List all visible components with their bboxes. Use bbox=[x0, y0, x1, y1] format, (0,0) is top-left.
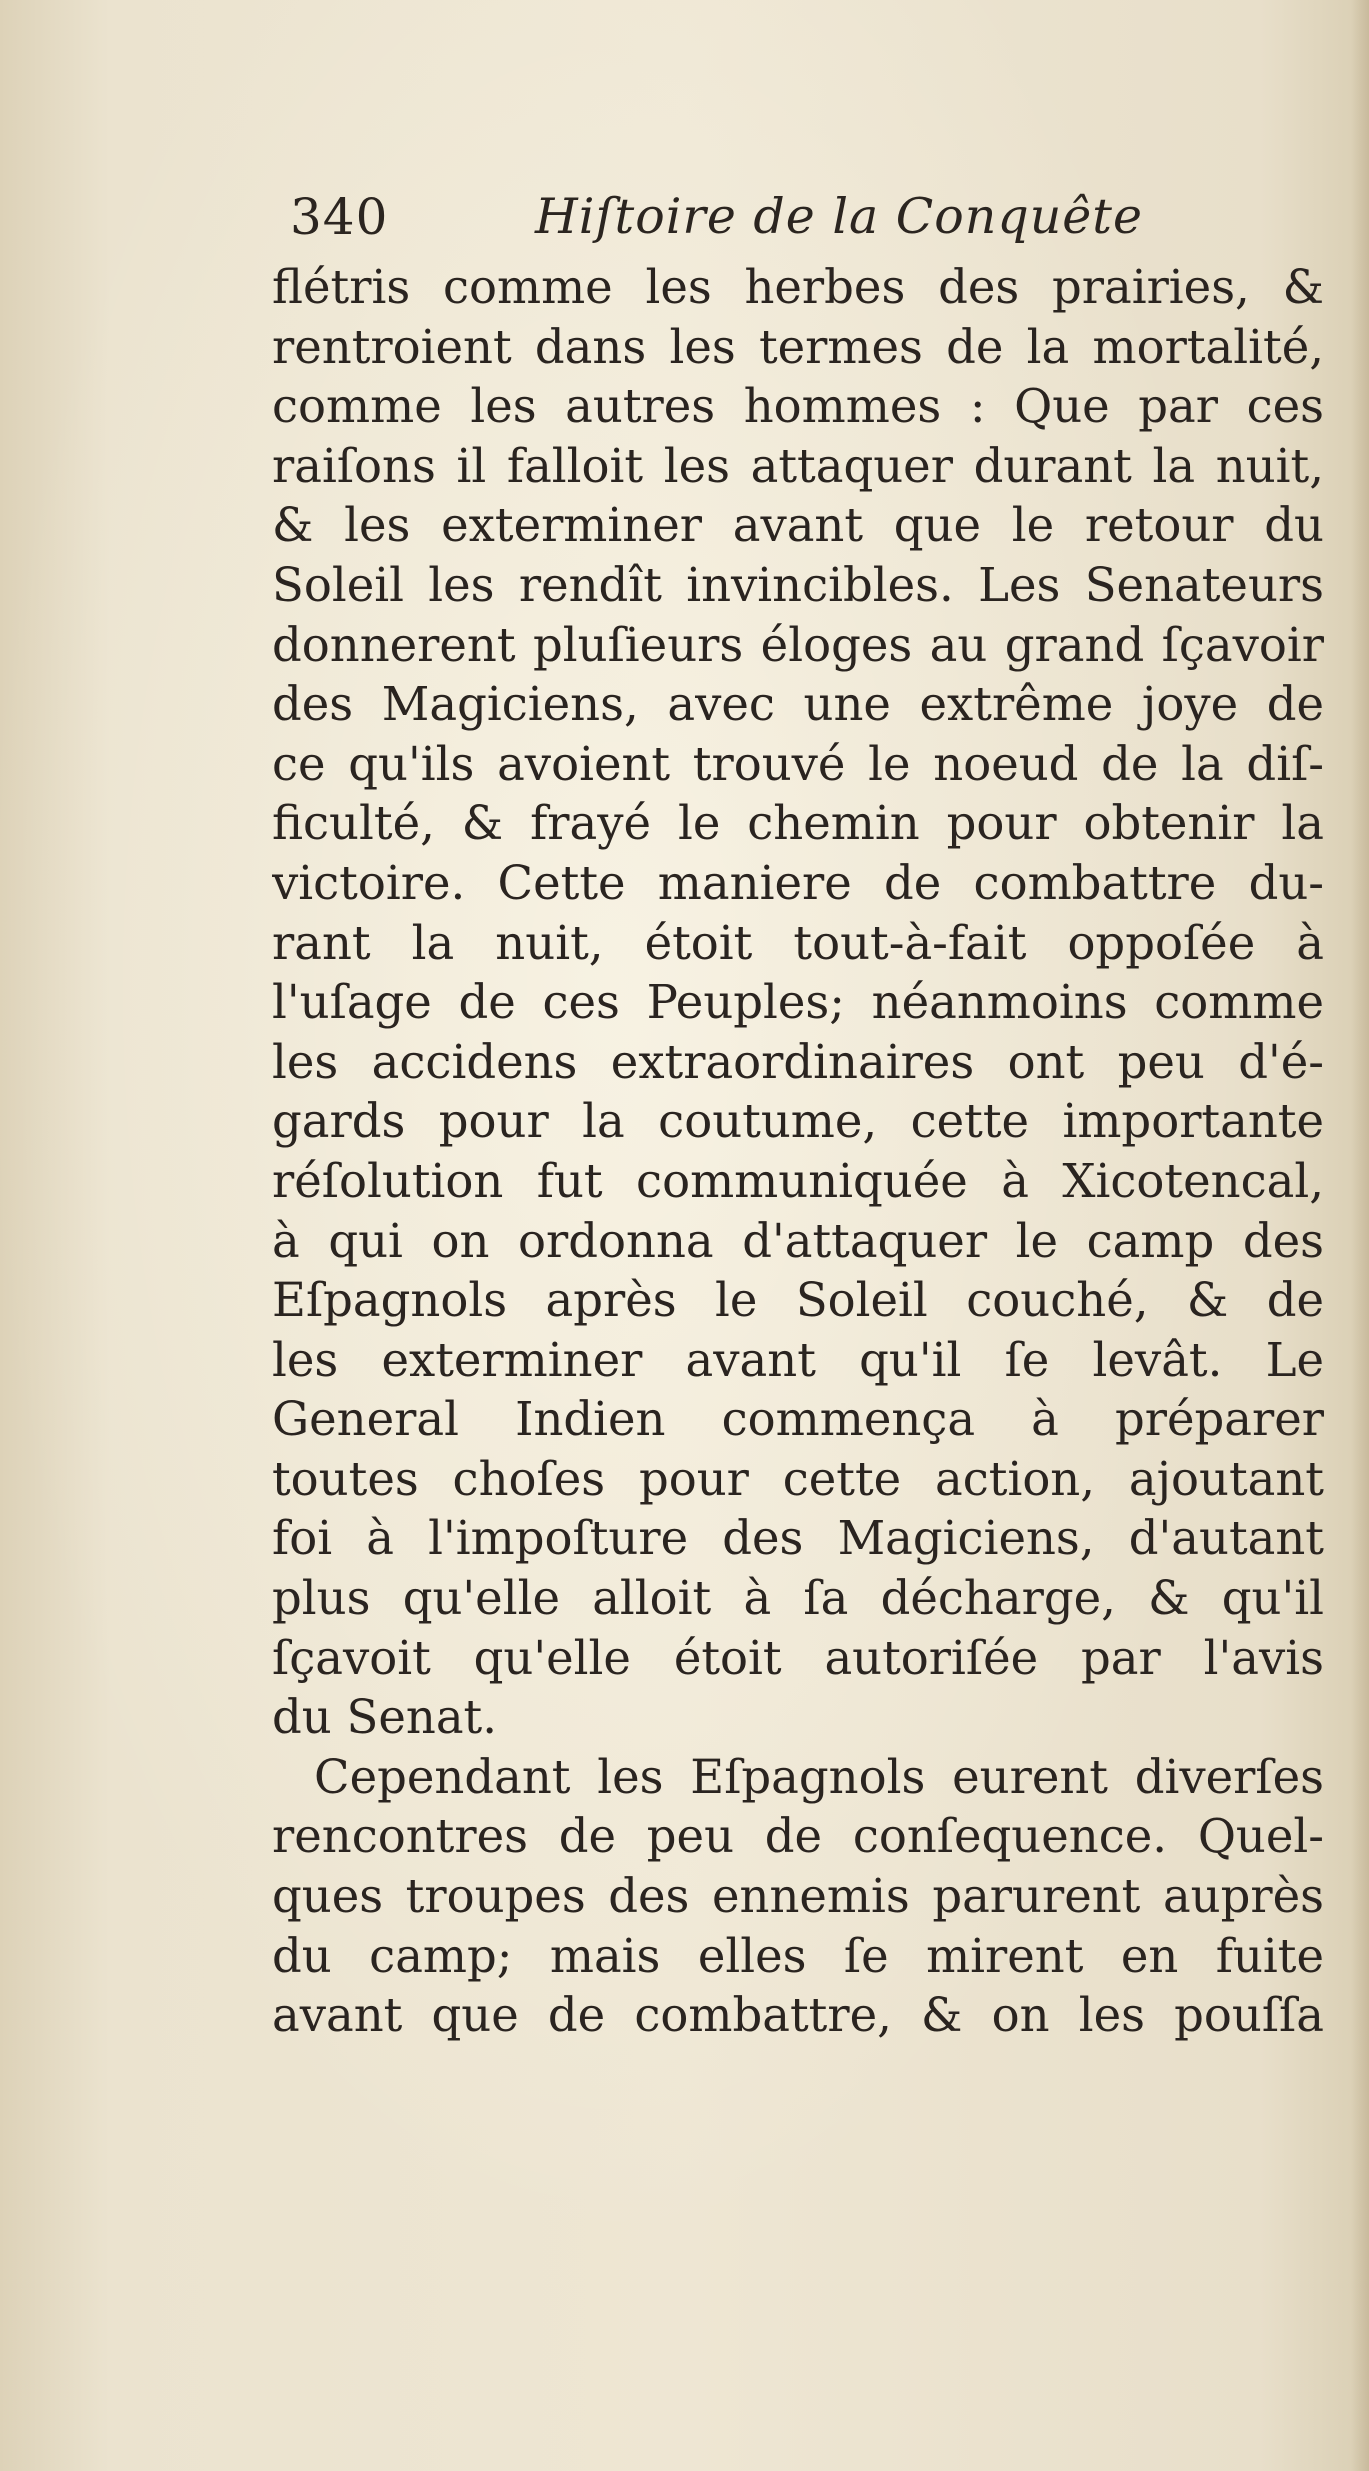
text-line: victoire. Cette maniere de combattre du- bbox=[272, 855, 1324, 910]
body-text bbox=[272, 258, 1324, 2046]
text-line: réſolution fut communiquée à Xicotencal, bbox=[272, 1153, 1324, 1208]
text-line: Eſpagnols après le Soleil couché, & de bbox=[272, 1273, 1324, 1328]
text-line: donnerent pluſieurs éloges au grand ſçavoir bbox=[272, 617, 1324, 672]
text-line-paragraph-end: du Senat. bbox=[272, 1690, 498, 1745]
text-line: foi à l'impoſture des Magiciens, d'autant bbox=[272, 1511, 1324, 1566]
text-line: du camp; mais elles ſe mirent en fuite bbox=[272, 1928, 1324, 1983]
text-line: avant que de combattre, & on les pouſſa bbox=[272, 1988, 1324, 2043]
text-line: ficulté, & frayé le chemin pour obtenir la bbox=[272, 796, 1324, 851]
page-edge-shadow bbox=[1351, 0, 1369, 2471]
text-line: toutes choſes pour cette action, ajoutant bbox=[272, 1451, 1324, 1506]
text-line: gards pour la coutume, cette importante bbox=[272, 1094, 1324, 1149]
text-line: comme les autres hommes : Que par ces bbox=[272, 379, 1324, 434]
text-line: & les exterminer avant que le retour du bbox=[272, 498, 1324, 553]
text-line: l'uſage de ces Peuples; néanmoins comme bbox=[272, 975, 1324, 1030]
running-head: Hiſtoire de la Conquête bbox=[535, 188, 1143, 245]
text-line: ſçavoit qu'elle étoit autoriſée par l'avis bbox=[272, 1630, 1324, 1685]
text-line: à qui on ordonna d'attaquer le camp des bbox=[272, 1213, 1324, 1268]
text-line: plus qu'elle alloit à ſa décharge, & qu'il bbox=[272, 1571, 1324, 1626]
text-line-paragraph-start: Cependant les Eſpagnols eurent diverſes bbox=[314, 1749, 1324, 1804]
text-line: les exterminer avant qu'il ſe levât. Le bbox=[272, 1332, 1324, 1387]
text-line: Soleil les rendît invincibles. Les Senateurs bbox=[272, 557, 1324, 612]
text-line: rant la nuit, étoit tout-à-fait oppoſée à bbox=[272, 915, 1324, 970]
page-header bbox=[290, 188, 1190, 258]
text-line: rencontres de peu de conſequence. Quel- bbox=[272, 1809, 1324, 1864]
text-line: ques troupes des ennemis parurent auprès bbox=[272, 1869, 1324, 1924]
text-line: les accidens extraordinaires ont peu d'é- bbox=[272, 1034, 1324, 1089]
text-line: raiſons il falloit les attaquer durant la nuit, bbox=[272, 438, 1324, 493]
page-number: 340 bbox=[290, 188, 389, 246]
text-line: General Indien commença à préparer bbox=[272, 1392, 1324, 1447]
text-line: rentroient dans les termes de la mortalité, bbox=[272, 319, 1324, 374]
text-line: flétris comme les herbes des prairies, & bbox=[272, 260, 1324, 314]
text-line: ce qu'ils avoient trouvé le noeud de la diſ- bbox=[272, 736, 1324, 791]
text-line: des Magiciens, avec une extrême joye de bbox=[272, 677, 1324, 732]
